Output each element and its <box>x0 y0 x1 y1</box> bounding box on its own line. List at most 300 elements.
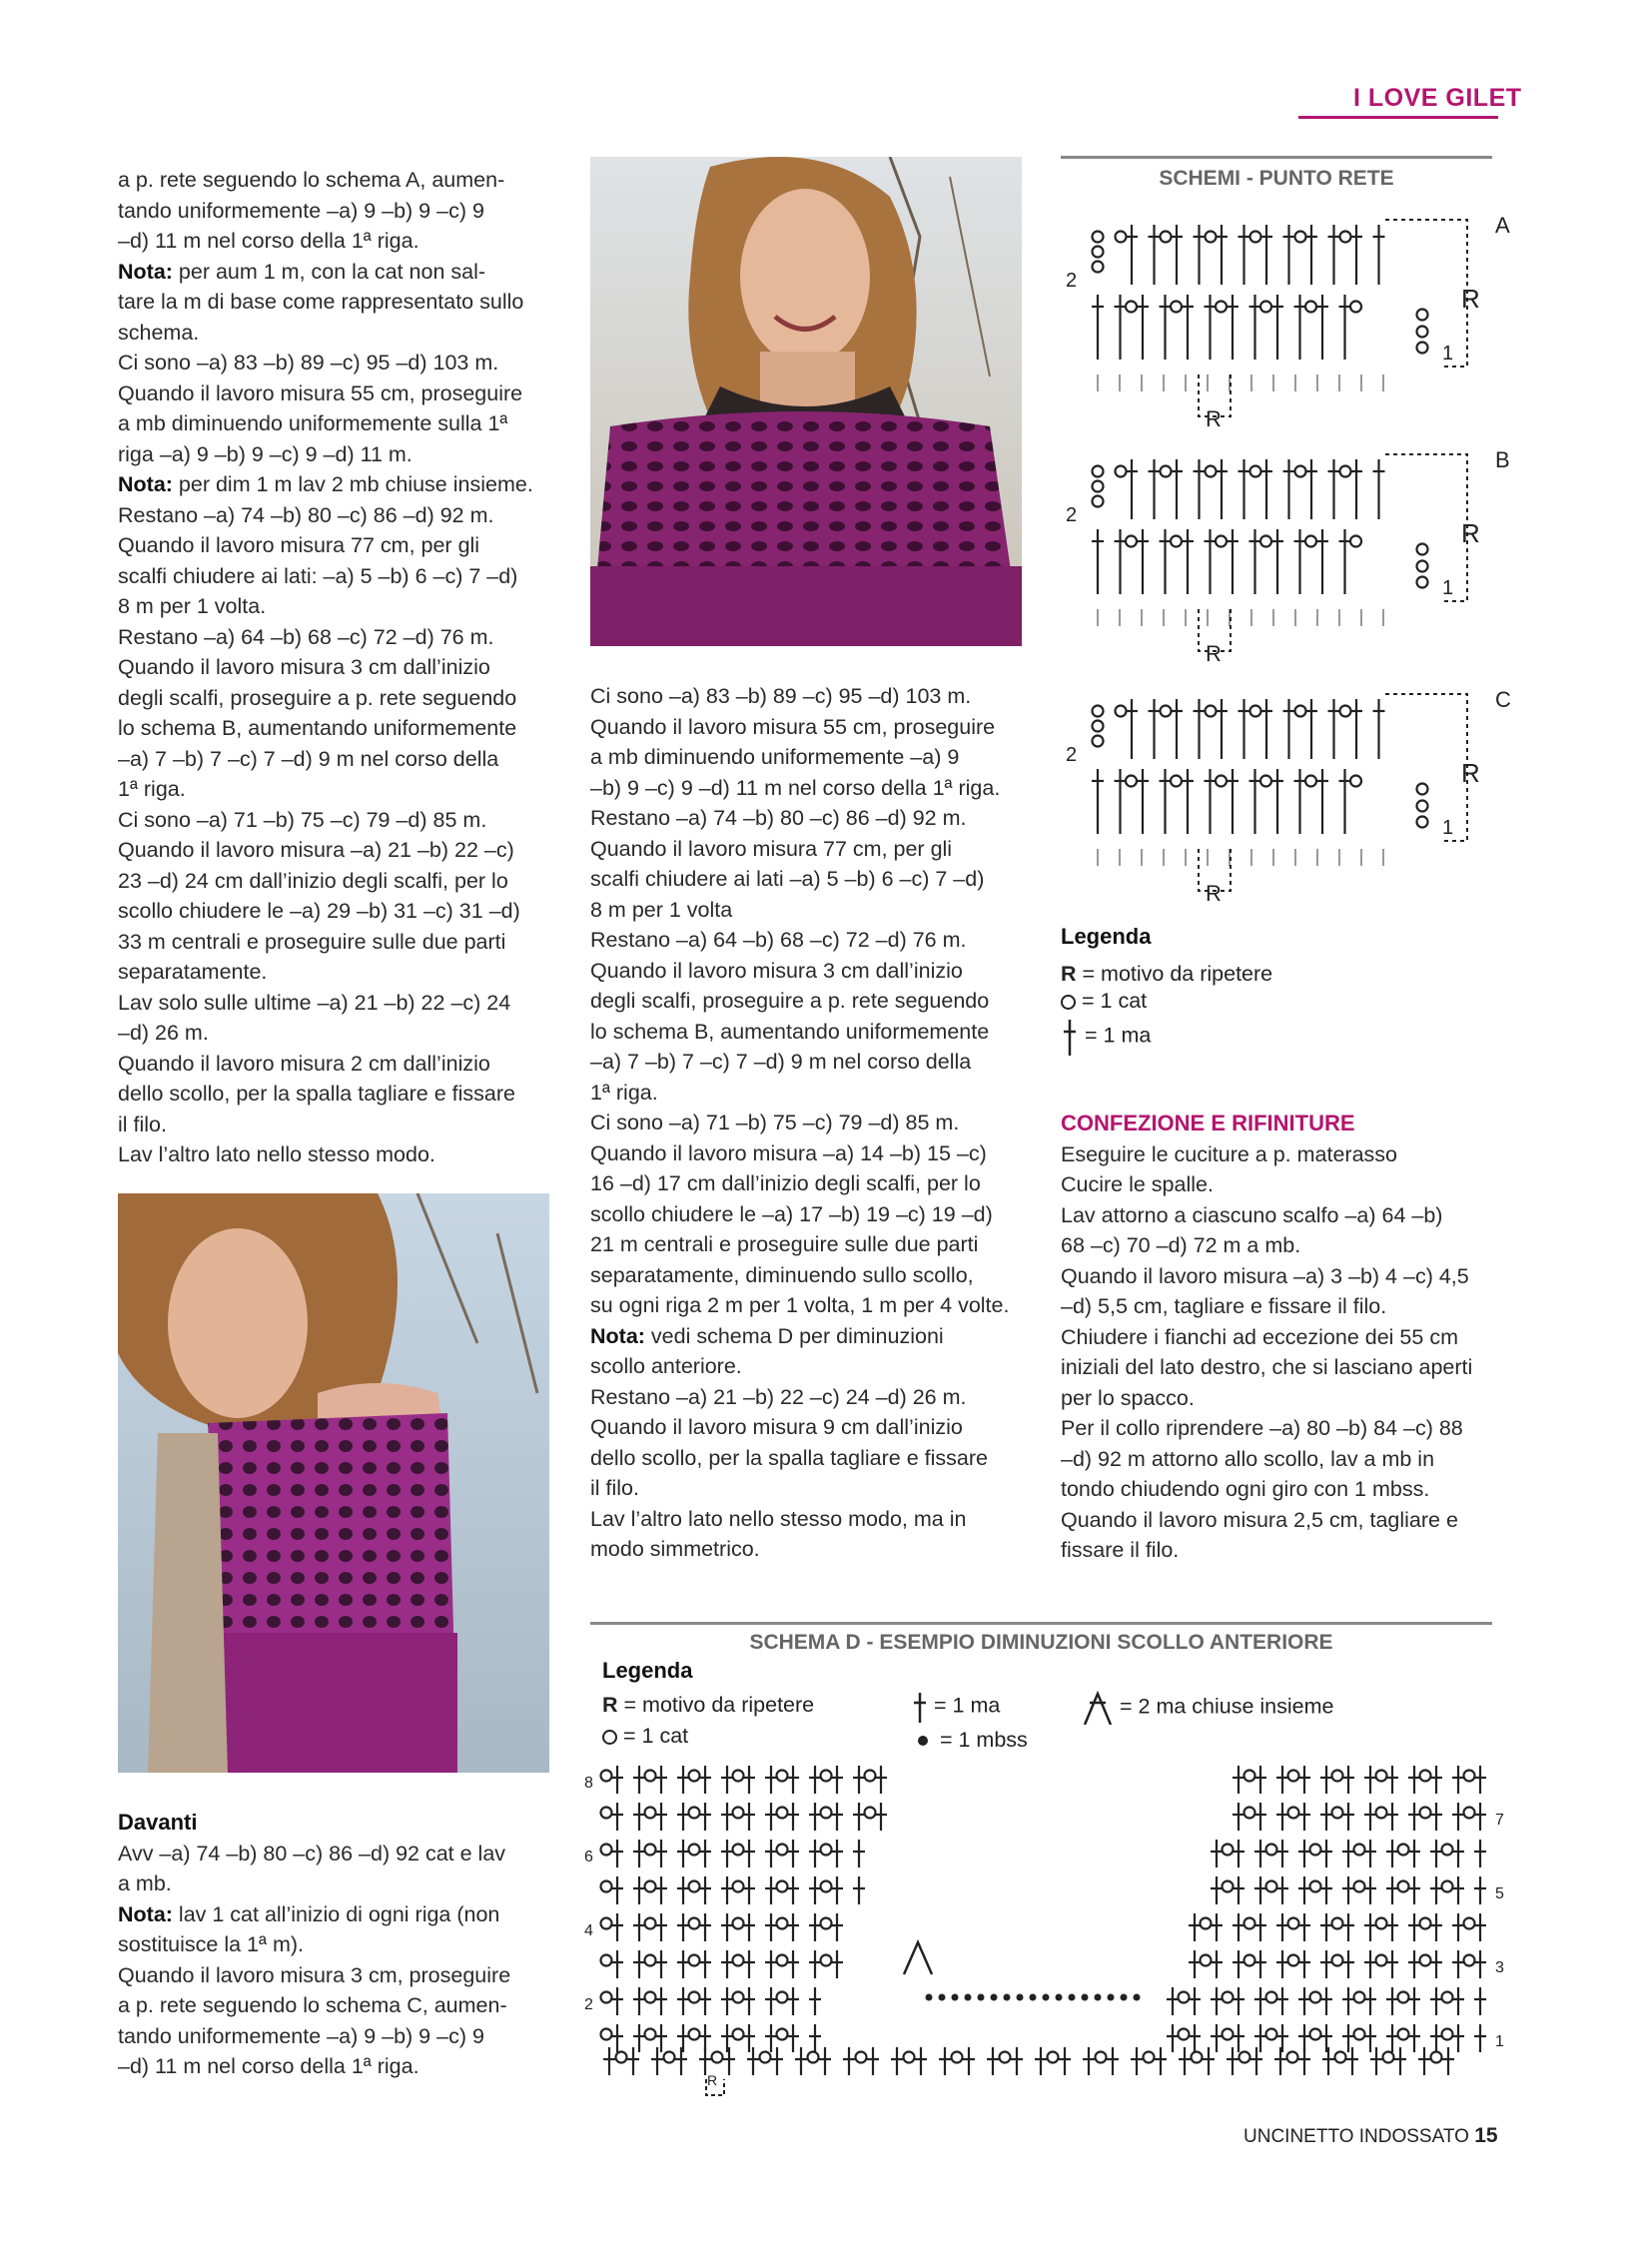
chain-stitch <box>1288 1918 1299 1929</box>
treble-stitch <box>1216 225 1228 285</box>
chain-stitch <box>1305 302 1316 313</box>
text-line: scollo chiudere le –a) 17 –b) 19 –c) 19 –d) <box>590 1201 993 1226</box>
chain-stitch <box>1206 466 1217 477</box>
chain-stitch <box>1244 1918 1255 1929</box>
treble-stitch <box>1298 1987 1310 2015</box>
treble-stitch <box>1155 2047 1167 2075</box>
treble-stitch <box>655 1876 667 1904</box>
treble-stitch <box>1254 1766 1266 1794</box>
treble-stitch <box>1408 1876 1420 1904</box>
treble-stitch <box>1298 1950 1310 1978</box>
chain-stitch <box>1116 706 1127 717</box>
treble-stitch <box>1294 529 1306 594</box>
text-line: a p. rete seguendo lo schema C, aumen- <box>118 1993 507 2017</box>
text-line: iniziali del lato destro, che si lasciano aperti <box>1061 1355 1473 1379</box>
treble-stitch <box>853 1840 865 1868</box>
chain-stitch <box>601 1808 612 1819</box>
treble-stitch <box>1342 1987 1354 2015</box>
chain-stitch <box>689 1771 700 1782</box>
chain-stitch <box>1340 706 1351 717</box>
chain-stitch <box>601 1955 612 1966</box>
slip-stitch <box>1134 1994 1141 2001</box>
treble-stitch <box>655 1913 667 1941</box>
treble-stitch <box>655 1840 667 1868</box>
schema-d-row <box>601 1950 1487 1978</box>
treble-stitch <box>1182 769 1194 834</box>
treble-stitch <box>1059 2047 1071 2075</box>
treble-stitch <box>1149 699 1161 759</box>
chain-stitch <box>1206 232 1217 243</box>
treble-stitch <box>1211 1876 1223 1904</box>
treble-stitch <box>1233 2024 1244 2052</box>
chain-stitch <box>1287 2052 1298 2063</box>
treble-stitch <box>1194 225 1206 285</box>
legend-item-cat: = 1 cat <box>1061 989 1492 1014</box>
treble-icon <box>1061 1018 1079 1056</box>
chain-stitch <box>1266 1881 1277 1892</box>
text-line: il filo. <box>590 1476 639 1500</box>
treble-stitch <box>721 1766 733 1794</box>
chain-stitch <box>1442 2029 1453 2040</box>
slip-stitch <box>1082 1994 1089 2001</box>
treble-stitch <box>1233 1913 1244 1941</box>
text-line: Quando il lavoro misura 3 cm dall’inizio <box>590 958 963 983</box>
text-line: sostituisce la 1ª m). <box>118 1932 304 1956</box>
treble-stitch <box>1408 1840 1420 1868</box>
text-line: Quando il lavoro misura 2,5 cm, tagliare e <box>1061 1507 1458 1532</box>
chain-stitch <box>1295 232 1306 243</box>
treble-stitch <box>987 2047 999 2075</box>
chain-stitch <box>1332 1955 1343 1966</box>
chain-stitch <box>821 1808 832 1819</box>
chain-stitch <box>733 1881 744 1892</box>
treble-stitch <box>1386 2024 1398 2052</box>
treble-stitch <box>1328 459 1340 519</box>
chain-stitch <box>952 2052 963 2063</box>
chain-stitch <box>1250 232 1261 243</box>
text-line: Quando il lavoro misura 77 cm, per gli <box>118 533 480 557</box>
text-line: Avv –a) 74 –b) 80 –c) 86 –d) 92 cat e lav <box>118 1841 506 1866</box>
text-line: a p. rete seguendo lo schema A, aumen- <box>118 168 505 192</box>
row-number-right: 3 <box>1495 1959 1504 1976</box>
treble-stitch <box>1305 225 1317 285</box>
chain-stitch <box>1354 1845 1365 1856</box>
treble-stitch <box>1203 2047 1215 2075</box>
text-line: a mb diminuendo uniformemente sulla 1ª <box>118 411 508 435</box>
treble-stitch <box>1083 2047 1095 2075</box>
chain-stitch <box>1376 1918 1387 1929</box>
chart-id: C <box>1495 687 1511 712</box>
treble-stitch <box>1126 459 1138 519</box>
chain-stitch <box>1464 1955 1475 1966</box>
schema-d-row <box>601 1840 1487 1868</box>
treble-stitch <box>1320 1913 1332 1941</box>
chain-stitch <box>601 1771 612 1782</box>
chain-stitch <box>777 1955 788 1966</box>
legend-title: Legenda <box>1061 924 1152 949</box>
treble-stitch <box>1137 769 1149 834</box>
chain-stitch <box>1332 1918 1343 1929</box>
repeat-label: R <box>1461 758 1480 788</box>
treble-stitch <box>853 1766 865 1794</box>
slip-stitch <box>1108 1994 1115 2001</box>
treble-stitch <box>843 2047 855 2075</box>
treble-stitch <box>1339 769 1351 834</box>
chain-stitch <box>1376 1808 1387 1819</box>
row-number-left: 8 <box>584 1775 593 1792</box>
slip-stitch <box>978 1994 985 2001</box>
treble-stitch <box>677 1840 689 1868</box>
treble-stitch <box>1342 1766 1354 1794</box>
treble-stitch <box>1227 769 1239 834</box>
chain-stitch <box>1332 1771 1343 1782</box>
treble-stitch <box>1364 1950 1376 1978</box>
treble-stitch <box>1189 1987 1201 2015</box>
chain-stitch <box>1398 1845 1409 1856</box>
text-line: Ci sono –a) 83 –b) 89 –c) 95 –d) 103 m. <box>118 351 499 374</box>
treble-stitch <box>1254 1840 1266 1868</box>
text-line: 16 –d) 17 cm dall’inizio degli scalfi, per lo <box>590 1171 981 1195</box>
schema-d-row <box>601 1913 1487 1941</box>
treble-stitch <box>611 1950 623 1978</box>
treble-stitch <box>1474 1987 1486 2015</box>
treble-stitch <box>819 2047 831 2075</box>
slip-stitch <box>1069 1994 1076 2001</box>
treble-stitch <box>1320 2024 1332 2052</box>
treble-stitch <box>721 1987 733 2015</box>
text-line: a mb. <box>118 1871 172 1895</box>
chain-stitch <box>645 1771 656 1782</box>
chain-stitch <box>1310 2029 1321 2040</box>
chain-stitch <box>821 1918 832 1929</box>
text-line: il filo. <box>118 1112 167 1136</box>
schema-d-legend-dec: = 2 ma chiuse insieme <box>1082 1691 1334 1725</box>
chain-stitch <box>1266 1992 1277 2003</box>
chain-stitch <box>689 1955 700 1966</box>
chain-stitch <box>1201 1918 1212 1929</box>
slip-stitch-icon <box>918 1736 928 1746</box>
treble-stitch <box>891 2047 903 2075</box>
chain-stitch <box>777 1771 788 1782</box>
treble-stitch <box>743 1803 755 1831</box>
chain-stitch <box>1420 1771 1431 1782</box>
treble-stitch <box>1474 1950 1486 1978</box>
text-line: Quando il lavoro misura 55 cm, proseguire <box>590 714 996 739</box>
treble-stitch <box>1430 1950 1442 1978</box>
treble-stitch <box>1107 2047 1119 2075</box>
chain-stitch <box>1417 801 1428 812</box>
treble-stitch <box>809 1766 821 1794</box>
text-line: 1ª riga. <box>118 777 186 801</box>
treble-stitch <box>1211 1950 1223 1978</box>
chain-stitch <box>1417 327 1428 338</box>
chain-stitch <box>1354 2029 1365 2040</box>
chain-stitch <box>1161 706 1172 717</box>
treble-stitch <box>611 1840 623 1868</box>
chain-stitch <box>777 1881 788 1892</box>
chain-stitch <box>1244 1808 1255 1819</box>
chain-stitch <box>733 1808 744 1819</box>
text-line: Quando il lavoro misura 2 cm dall’inizio <box>118 1051 490 1076</box>
chain-stitch <box>1171 302 1182 313</box>
treble-stitch <box>1194 459 1206 519</box>
chain-stitch <box>1420 1955 1431 1966</box>
treble-stitch <box>1452 1913 1464 1941</box>
treble-stitch <box>1474 1803 1486 1831</box>
treble-stitch <box>743 1876 755 1904</box>
chain-stitch <box>1260 536 1271 547</box>
treble-stitch <box>699 1876 711 1904</box>
treble-stitch <box>1373 225 1385 285</box>
treble-stitch <box>787 1950 799 1978</box>
chain-stitch <box>1350 302 1361 313</box>
text-line: Restano –a) 74 –b) 80 –c) 86 –d) 92 m. <box>118 502 494 527</box>
chain-stitch <box>1340 232 1351 243</box>
treble-stitch <box>1298 2047 1310 2075</box>
treble-stitch <box>1233 1840 1244 1868</box>
text-line: Nota: lav 1 cat all’inizio di ogni riga (non <box>118 1901 500 1926</box>
chain-stitch <box>1250 706 1261 717</box>
treble-stitch <box>611 1987 623 2015</box>
chain-stitch <box>777 1808 788 1819</box>
chain-stitch <box>1048 2052 1059 2063</box>
treble-stitch <box>1364 1987 1376 2015</box>
chain-stitch <box>1116 466 1127 477</box>
treble-stitch <box>1452 1840 1464 1868</box>
treble-stitch <box>1364 1766 1376 1794</box>
legend-item-repeat: R = motivo da ripetere <box>1061 962 1273 986</box>
treble-stitch <box>1430 1803 1442 1831</box>
text-line: lo schema B, aumentando uniformemente <box>118 716 517 740</box>
chain-stitch <box>1216 776 1227 787</box>
treble-stitch <box>1320 1803 1332 1831</box>
chain-stitch <box>865 1771 876 1782</box>
treble-stitch <box>1322 2047 1334 2075</box>
chain-stitch <box>1340 466 1351 477</box>
treble-stitch <box>787 1913 799 1941</box>
davanti-title: Davanti <box>118 1810 198 1835</box>
chain-stitch <box>1126 776 1137 787</box>
chain-stitch <box>1223 1845 1234 1856</box>
treble-stitch <box>1283 225 1295 285</box>
text-line: scollo anteriore. <box>590 1354 742 1378</box>
chain-stitch <box>1310 1992 1321 2003</box>
chain-stitch <box>1310 1845 1321 1856</box>
treble-stitch <box>1342 1840 1354 1868</box>
text-line: Ci sono –a) 71 –b) 75 –c) 79 –d) 85 m. <box>118 807 487 832</box>
row-number-right: 7 <box>1495 1812 1504 1829</box>
treble-stitch <box>699 1950 711 1978</box>
chain-stitch <box>1093 247 1104 258</box>
chain-stitch <box>712 2052 723 2063</box>
column-2-text <box>590 681 1022 1565</box>
treble-stitch <box>675 2047 687 2075</box>
row-number-left: 4 <box>584 1922 593 1939</box>
treble-stitch <box>1328 225 1340 285</box>
treble-stitch <box>1364 1803 1376 1831</box>
treble-stitch <box>1320 1876 1332 1904</box>
slip-stitch <box>1017 1994 1024 2001</box>
text-line: 8 m per 1 volta. <box>118 594 267 618</box>
treble-stitch <box>1149 459 1161 519</box>
treble-stitch <box>699 1766 711 1794</box>
schema-d-row <box>601 1803 1487 1831</box>
treble-stitch <box>1160 295 1172 360</box>
treble-stitch <box>1211 2024 1223 2052</box>
row-number-right: 1 <box>1495 2033 1504 2050</box>
treble-stitch <box>1328 699 1340 759</box>
chain-stitch <box>865 1808 876 1819</box>
treble-stitch <box>1386 1876 1398 1904</box>
chain-stitch <box>1398 1992 1409 2003</box>
text-line: Restano –a) 64 –b) 68 –c) 72 –d) 76 m. <box>590 928 967 952</box>
treble-stitch <box>1418 2047 1430 2075</box>
text-line: –a) 7 –b) 7 –c) 7 –d) 9 m nel corso della <box>590 1050 972 1074</box>
treble-stitch <box>765 1840 777 1868</box>
chain-stitch <box>601 1918 612 1929</box>
treble-stitch <box>1298 1876 1310 1904</box>
text-line: Quando il lavoro misura –a) 14 –b) 15 –c) <box>590 1140 987 1165</box>
treble-stitch <box>1189 2024 1201 2052</box>
chart-schema-d <box>584 1758 1508 2097</box>
treble-stitch <box>1171 699 1183 759</box>
treble-stitch <box>699 2047 711 2075</box>
text-line: Nota: per aum 1 m, con la cat non sal- <box>118 259 486 284</box>
treble-stitch <box>1452 1803 1464 1831</box>
treble-stitch <box>853 1876 865 1904</box>
schema-d-legend-mbss: = 1 mbss <box>918 1728 1028 1753</box>
chain-stitch <box>1096 2052 1107 2063</box>
slip-stitch <box>1030 1994 1037 2001</box>
chain-stitch <box>777 2029 788 2040</box>
schema-d-legend-repeat: R = motivo da ripetere <box>602 1693 815 1717</box>
treble-stitch <box>1373 459 1385 519</box>
chain-stitch <box>808 2052 819 2063</box>
chain-stitch <box>1442 1881 1453 1892</box>
chain-stitch <box>1295 706 1306 717</box>
treble-stitch <box>1430 1876 1442 1904</box>
treble-stitch <box>771 2047 783 2075</box>
treble-stitch <box>603 2047 615 2075</box>
treble-stitch <box>1283 699 1295 759</box>
chain-stitch <box>1206 706 1217 717</box>
text-line: –d) 11 m nel corso della 1ª riga. <box>118 2054 419 2078</box>
chain-stitch <box>733 1771 744 1782</box>
text-line: tondo chiudendo ogni giro con 1 mbss. <box>1061 1477 1430 1501</box>
schema-d-legend-ma: = 1 ma <box>912 1691 1000 1723</box>
treble-stitch <box>1254 1803 1266 1831</box>
treble-stitch <box>1160 529 1172 594</box>
repeat-label: R <box>1206 881 1222 906</box>
chain-stitch <box>1093 481 1104 492</box>
chain-stitch <box>1464 1918 1475 1929</box>
chain-stitch <box>1126 302 1137 313</box>
treble-stitch <box>1126 225 1138 285</box>
treble-stitch <box>1211 1913 1223 1941</box>
text-line: 23 –d) 24 cm dall’inizio degli scalfi, per lo <box>118 868 508 893</box>
text-line: –a) 7 –b) 7 –c) 7 –d) 9 m nel corso della <box>118 746 499 771</box>
text-line: –d) 26 m. <box>118 1021 209 1045</box>
treble-stitch <box>633 1987 645 2015</box>
treble-stitch <box>787 1840 799 1868</box>
chain-stitch <box>777 1918 788 1929</box>
treble-stitch <box>809 1803 821 1831</box>
treble-stitch <box>787 1766 799 1794</box>
rete-chart-B <box>1066 447 1510 666</box>
chain-stitch <box>1420 1808 1431 1819</box>
treble-stitch <box>1298 1840 1310 1868</box>
text-line: Lav l’altro lato nello stesso modo, ma in <box>590 1506 967 1531</box>
decrease-icon <box>1082 1691 1114 1725</box>
text-line: tando uniformemente –a) 9 –b) 9 –c) 9 <box>118 198 484 223</box>
chain-stitch <box>645 1955 656 1966</box>
schema-d-legend-cat: = 1 cat <box>602 1724 688 1749</box>
treble-stitch <box>1320 1987 1332 2015</box>
chain-stitch <box>1093 706 1104 717</box>
treble-stitch <box>1408 1803 1420 1831</box>
treble-stitch <box>1233 1987 1244 2015</box>
chain-stitch <box>689 1992 700 2003</box>
treble-stitch <box>787 1987 799 2015</box>
treble-stitch <box>1394 2047 1406 2075</box>
treble-stitch <box>743 1950 755 1978</box>
chain-stitch <box>733 1992 744 2003</box>
chain-stitch <box>601 2029 612 2040</box>
treble-stitch <box>1274 2047 1286 2075</box>
chain-stitch <box>1350 536 1361 547</box>
text-line: –d) 5,5 cm, tagliare e fissare il filo. <box>1061 1294 1387 1318</box>
treble-stitch <box>721 1950 733 1978</box>
chain-stitch <box>1260 776 1271 787</box>
chain-stitch <box>1310 1881 1321 1892</box>
chain-stitch <box>1216 302 1227 313</box>
treble-stitch <box>765 1876 777 1904</box>
treble-stitch <box>1408 1913 1420 1941</box>
rete-chart-C <box>1066 687 1511 906</box>
treble-stitch <box>677 1950 689 1978</box>
treble-stitch <box>1430 1766 1442 1794</box>
treble-stitch <box>875 1766 887 1794</box>
text-line: Quando il lavoro misura 77 cm, per gli <box>590 836 953 861</box>
treble-stitch <box>743 1913 755 1941</box>
legend-punto-rete <box>1061 924 1492 1056</box>
treble-stitch <box>809 1913 821 1941</box>
chain-stitch <box>616 2052 627 2063</box>
text-line: tando uniformemente –a) 9 –b) 9 –c) 9 <box>118 2023 484 2048</box>
treble-stitch <box>1211 1987 1223 2015</box>
treble-stitch <box>765 2024 777 2052</box>
row-number: 2 <box>1066 744 1078 766</box>
chain-stitch <box>1244 1771 1255 1782</box>
chain-stitch <box>664 2052 675 2063</box>
chain-stitch <box>1223 1881 1234 1892</box>
text-line: lo schema B, aumentando uniformemente <box>590 1019 990 1044</box>
treble-stitch <box>633 1913 645 1941</box>
chain-stitch <box>1144 2052 1155 2063</box>
treble-stitch <box>1276 1950 1288 1978</box>
chain-stitch <box>1239 2052 1250 2063</box>
chain-stitch <box>821 1955 832 1966</box>
treble-stitch <box>1364 1913 1376 1941</box>
treble-stitch <box>1342 1803 1354 1831</box>
chain-stitch <box>1354 1881 1365 1892</box>
treble-stitch <box>963 2047 975 2075</box>
treble-stitch <box>1254 1876 1266 1904</box>
chain-stitch <box>1260 302 1271 313</box>
chain-stitch <box>1350 776 1361 787</box>
treble-stitch <box>765 1987 777 2015</box>
text-line: Lav solo sulle ultime –a) 21 –b) 22 –c) 24 <box>118 990 511 1015</box>
